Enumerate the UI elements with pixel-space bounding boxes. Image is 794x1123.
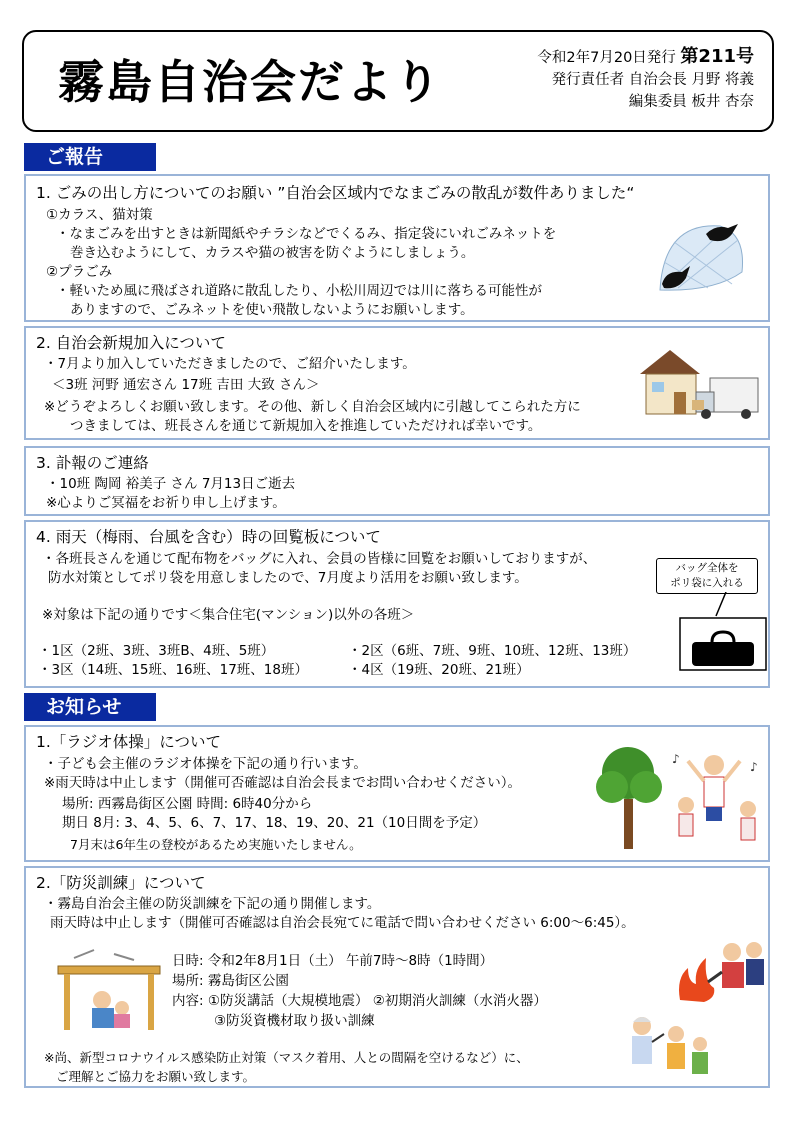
item-text: 場所: 西霧島街区公園 時間: 6時40分から bbox=[62, 796, 313, 812]
issue-info bbox=[537, 46, 754, 113]
item-text: ・軽いため風に飛ばされ道路に散乱したり、小松川周辺では川に落ちる可能性が bbox=[56, 283, 542, 299]
item-subheading: ②プラごみ bbox=[46, 264, 113, 280]
district-list-item: ・1区（2班、3班、3班B、4班、5班） bbox=[38, 643, 275, 659]
item-note: ご理解とご協力をお願い致します。 bbox=[56, 1069, 256, 1084]
item-title: 1. ごみの出し方についてのお願い ”自治会区域内でなまごみの散乱が数件ありました“ bbox=[36, 184, 635, 202]
fire-extinguisher-drill-illustration bbox=[674, 938, 766, 1004]
item-title: 3. 訃報のご連絡 bbox=[36, 454, 149, 472]
item-text: ※心よりご冥福をお祈り申し上げます。 bbox=[46, 495, 286, 511]
report-item-circular-board bbox=[24, 520, 770, 688]
item-title: 2. 自治会新規加入について bbox=[36, 334, 226, 352]
item-title: 2.「防災訓練」について bbox=[36, 874, 206, 892]
item-text: ・7月より加入していただきましたので、ご紹介いたします。 bbox=[44, 356, 416, 372]
item-text: ※対象は下記の通りです＜集合住宅(マンション)以外の各班＞ bbox=[42, 607, 415, 623]
report-item-new-members bbox=[24, 326, 770, 440]
editor-line: 編集委員 板井 杏奈 bbox=[628, 94, 754, 110]
item-subheading: ①カラス、猫対策 bbox=[46, 207, 153, 223]
item-text: 巻き込むようにして、カラスや猫の被害を防ぐようにしましょう。 bbox=[70, 245, 475, 261]
svg-text:♪: ♪ bbox=[750, 760, 758, 774]
report-item-garbage bbox=[24, 174, 770, 322]
section-heading-report: ご報告 bbox=[24, 143, 156, 171]
item-note: 7月末は6年生の登校があるため実施いたしません。 bbox=[70, 837, 362, 852]
newsletter-title: 霧島自治会だより bbox=[58, 55, 442, 109]
item-text: ※どうぞよろしくお願い致します。その他、新しく自治会区域内に引越してこられた方に bbox=[44, 399, 581, 415]
district-list-item: ・4区（19班、20班、21班） bbox=[348, 662, 530, 678]
item-title: 4. 雨天（梅雨、台風を含む）時の回覧板について bbox=[36, 528, 381, 546]
drill-place: 場所: 霧島街区公園 bbox=[172, 973, 289, 989]
publisher-line: 発行責任者 自治会長 月野 将義 bbox=[551, 72, 754, 88]
notice-item-disaster-drill bbox=[24, 866, 770, 1088]
tree-illustration bbox=[594, 739, 664, 851]
item-text: ※雨天時は中止します（開催可否確認は自治会長までお問い合わせください）。 bbox=[44, 775, 522, 791]
drill-content: 内容: ①防災講話（大規模地震） ②初期消火訓練（水消火器） bbox=[172, 993, 547, 1009]
item-text: 防水対策としてポリ袋を用意しましたので、7月度より活用をお願い致します。 bbox=[48, 570, 528, 586]
district-list-item: ・2区（6班、7班、9班、10班、12班、13班） bbox=[348, 643, 637, 659]
earthquake-table-illustration bbox=[54, 948, 166, 1034]
item-text: 雨天時は中止します（開催可否確認は自治会長宛てに電話で問い合わせください 6:00〜6:45）。 bbox=[50, 915, 635, 931]
item-text: ・10班 陶岡 裕美子 さん 7月13日ご逝去 bbox=[46, 476, 296, 492]
evacuation-illustration bbox=[620, 1014, 720, 1086]
issue-date: 令和2年7月20日発行 bbox=[537, 50, 676, 66]
exercise-children-illustration bbox=[670, 747, 766, 851]
notice-item-radio-exercise bbox=[24, 725, 770, 862]
item-text: ・霧島自治会主催の防災訓練を下記の通り開催します。 bbox=[44, 896, 381, 912]
item-title: 1.「ラジオ体操」について bbox=[36, 733, 221, 751]
masthead bbox=[22, 30, 774, 132]
drill-date: 日時: 令和2年8月1日（土） 午前7時〜8時（1時間） bbox=[172, 953, 494, 969]
svg-text:♪: ♪ bbox=[672, 752, 680, 766]
item-text: ・なまごみを出すときは新聞紙やチラシなどでくるみ、指定袋にいれごみネットを bbox=[56, 226, 557, 242]
speech-bubble: バッグ全体を ポリ袋に入れる bbox=[656, 558, 758, 594]
item-text: ありますので、ごみネットを使い飛散しないようにお願いします。 bbox=[70, 302, 474, 318]
district-list-item: ・3区（14班、15班、16班、17班、18班） bbox=[38, 662, 308, 678]
section-heading-notice: お知らせ bbox=[24, 693, 156, 721]
item-text: つきましては、班長さんを通じて新規加入を推進していただければ幸いです。 bbox=[70, 418, 542, 434]
item-text: ・各班長さんを通じて配布物をバッグに入れ、会員の皆様に回覧をお願いしておりますが、 bbox=[42, 551, 597, 567]
drill-content: ③防災資機材取り扱い訓練 bbox=[214, 1013, 375, 1029]
item-text: ・子ども会主催のラジオ体操を下記の通り行います。 bbox=[44, 756, 367, 772]
issue-number: 第211号 bbox=[680, 46, 754, 67]
moving-house-illustration bbox=[636, 344, 760, 440]
new-member-names: ＜3班 河野 通宏さん 17班 吉田 大致 さん＞ bbox=[52, 377, 320, 393]
bag-illustration bbox=[678, 592, 768, 672]
item-note: ※尚、新型コロナウイルス感染防止対策（マスク着用、人との間隔を空けるなど）に、 bbox=[44, 1050, 529, 1065]
report-item-obituary bbox=[24, 446, 770, 516]
crow-net-illustration bbox=[654, 212, 750, 296]
item-text: 期日 8月: 3、4、5、6、7、17、18、19、20、21（10日間を予定） bbox=[62, 815, 487, 831]
